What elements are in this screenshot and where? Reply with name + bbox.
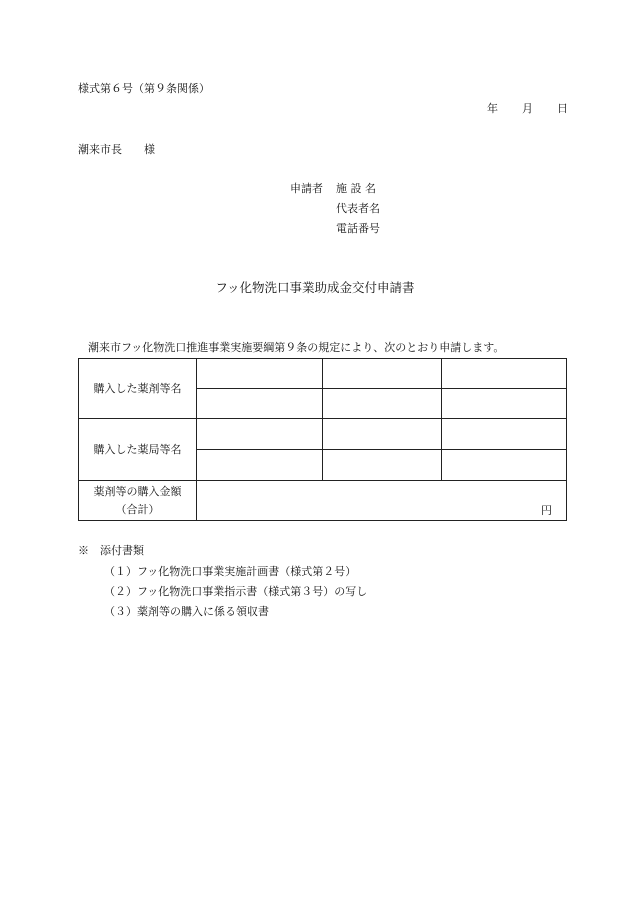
table-cell[interactable] — [197, 389, 323, 419]
purchase-amount-label-line2: （合計） — [115, 502, 160, 516]
document-title: フッ化物洗口事業助成金交付申請書 — [215, 280, 415, 295]
yen-unit: 円 — [541, 504, 552, 517]
table-cell[interactable] — [442, 389, 567, 419]
representative-name-label: 代表者名 — [336, 202, 380, 215]
purchased-drug-label: 購入した薬剤等名 — [79, 359, 197, 419]
applicant-label: 申請者 — [290, 182, 323, 195]
table-row — [79, 419, 567, 450]
table-cell[interactable] — [323, 359, 442, 389]
application-table — [78, 358, 567, 521]
table-row — [79, 481, 567, 521]
date-month: 月 — [522, 102, 533, 115]
pharmacy-label: 購入した薬局等名 — [79, 419, 197, 481]
addressee: 潮来市長 様 — [78, 143, 155, 156]
phone-number-label: 電話番号 — [336, 222, 380, 235]
table-cell[interactable] — [197, 359, 323, 389]
purchase-amount-label-line1: 薬剤等の購入金額 — [93, 485, 182, 499]
attachment-item: （３）薬剤等の購入に係る領収書 — [104, 605, 269, 618]
attachments-heading: ※ 添付書類 — [78, 544, 144, 557]
table-cell[interactable] — [197, 419, 323, 450]
attachment-item: （１）フッ化物洗口事業実施計画書（様式第２号） — [104, 565, 357, 578]
purchase-amount-label — [79, 481, 197, 521]
table-cell[interactable] — [323, 450, 442, 481]
table-row — [79, 359, 567, 389]
table-cell[interactable] — [323, 419, 442, 450]
table-cell[interactable] — [323, 389, 442, 419]
attachment-item: （２）フッ化物洗口事業指示書（様式第３号）の写し — [104, 585, 368, 598]
table-cell[interactable] — [197, 450, 323, 481]
date-day: 日 — [557, 102, 568, 115]
facility-name-label: 施 設 名 — [336, 182, 376, 195]
date-line — [0, 103, 630, 117]
form-number: 様式第６号（第９条関係） — [78, 82, 210, 95]
date-year: 年 — [487, 102, 498, 115]
table-cell[interactable] — [442, 450, 567, 481]
purchase-amount-field[interactable] — [197, 481, 567, 521]
intro-text: 潮来市フッ化物洗口推進事業実施要綱第９条の規定により、次のとおり申請します。 — [88, 341, 505, 354]
table-cell[interactable] — [442, 359, 567, 389]
table-cell[interactable] — [442, 419, 567, 450]
